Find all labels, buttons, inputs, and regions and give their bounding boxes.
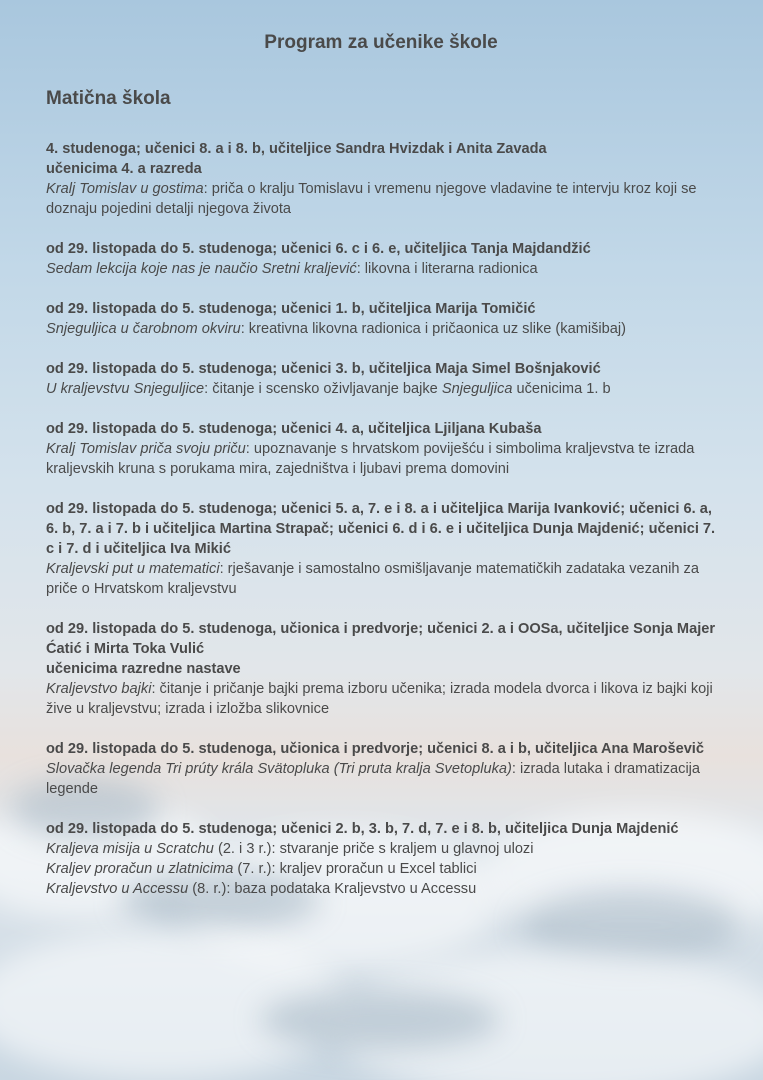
entry-heading: od 29. listopada do 5. studenoga; učenici 2. b, 3. b, 7. d, 7. e i 8. b, učiteljica Dunja Majdenić bbox=[46, 821, 679, 837]
entry-heading: od 29. listopada do 5. studenoga; učenici 4. a, učiteljica Ljiljana Kubaša bbox=[46, 421, 542, 437]
entry-description bbox=[46, 839, 726, 859]
activity-text: : priča o kralju Tomislavu i vremenu njegove vladavine te intervju kroz koji se doznaju pojedini detalji njegova života bbox=[46, 181, 697, 217]
program-entry bbox=[46, 239, 726, 279]
activity-title: U kraljevstvu Snjeguljice bbox=[46, 381, 205, 397]
entry-heading: od 29. listopada do 5. studenoga; učenici 6. c i 6. e, učiteljica Tanja Majdandžić bbox=[46, 241, 591, 257]
entry-description bbox=[46, 439, 726, 479]
activity-text: (2. i 3 r.): stvaranje priče s kraljem u glavnoj ulozi bbox=[213, 841, 534, 857]
activity-title: Slovačka legenda Tri prúty krála Svätopluka (Tri pruta kralja Svetopluka) bbox=[46, 761, 512, 777]
activity-text: : izrada lutaka i dramatizacija legende bbox=[46, 761, 701, 797]
activity-title: Kraljevski put u matematici bbox=[46, 561, 220, 577]
activity-text: učenicima 1. b bbox=[512, 381, 611, 397]
program-list bbox=[46, 139, 726, 919]
program-entry bbox=[46, 739, 726, 799]
entry-heading: od 29. listopada do 5. studenoga; učenici 3. b, učiteljica Maja Simel Bošnjaković bbox=[46, 361, 601, 377]
activity-title: Kraljeva misija u Scratchu bbox=[46, 841, 214, 857]
entry-heading: od 29. listopada do 5. studenoga; učenici 5. a, 7. e i 8. a i učiteljica Marija Ivanković; učenici 6. a, 6. b, 7. a i 7. b i učiteljica Martina Strapač; učenici 6. d i 6. e i učiteljica Dunja Majdenić; učenici 7. c i 7. d i učiteljica Iva Mikić bbox=[46, 501, 716, 557]
entry-description bbox=[46, 259, 726, 279]
program-entry bbox=[46, 819, 726, 899]
activity-title: Kralj Tomislav priča svoju priču bbox=[46, 441, 246, 457]
program-entry bbox=[46, 619, 726, 719]
activity-title: Kraljev proračun u zlatnicima bbox=[46, 861, 234, 877]
program-entry bbox=[46, 419, 726, 479]
activity-title: Snjeguljica bbox=[441, 381, 513, 397]
activity-text: (8. r.): baza podataka Kraljevstvo u Accessu bbox=[188, 881, 477, 897]
entry-description bbox=[46, 679, 726, 719]
activity-text: (7. r.): kraljev proračun u Excel tablici bbox=[233, 861, 477, 877]
entry-heading: od 29. listopada do 5. studenoga, učionica i predvorje; učenici 2. a i OOSa, učiteljice Sonja Majer Ćatić i Mirta Toka Vulić bbox=[46, 621, 716, 657]
program-entry bbox=[46, 499, 726, 599]
activity-title: Kralj Tomislav u gostima bbox=[46, 181, 204, 197]
page-title: Program za učenike škole bbox=[264, 32, 498, 53]
activity-text: : upoznavanje s hrvatskom poviješću i simbolima kraljevstva te izrada kraljevskih kruna s porukama mira, zajedništva i ljubavi prema domovini bbox=[46, 441, 695, 477]
entry-description bbox=[46, 319, 726, 339]
program-entry bbox=[46, 299, 726, 339]
entry-description bbox=[46, 559, 726, 599]
program-entry bbox=[46, 139, 726, 219]
activity-title: Snjeguljica u čarobnom okviru bbox=[46, 321, 241, 337]
activity-title: Kraljevstvo u Accessu bbox=[46, 881, 189, 897]
entry-heading: od 29. listopada do 5. studenoga; učenici 1. b, učiteljica Marija Tomičić bbox=[46, 301, 536, 317]
activity-text: : likovna i literarna radionica bbox=[356, 261, 538, 277]
activity-text: : čitanje i pričanje bajki prema izboru učenika; izrada modela dvorca i likova iz bajki koji žive u kraljevstvu; izrada i izložba slikovnice bbox=[46, 681, 713, 717]
entry-description bbox=[46, 759, 726, 799]
entry-audience: učenicima razredne nastave bbox=[46, 661, 241, 677]
activity-title: Kraljevstvo bajki bbox=[46, 681, 152, 697]
entry-description bbox=[46, 859, 726, 879]
entry-description bbox=[46, 879, 726, 899]
activity-title: Sedam lekcija koje nas je naučio Sretni kraljević bbox=[46, 261, 357, 277]
activity-text: : rješavanje i samostalno osmišljavanje matematičkih zadataka vezanih za priče o Hrvatskom kraljevstvu bbox=[46, 561, 699, 597]
activity-text: : kreativna likovna radionica i pričaonica uz slike (kamišibaj) bbox=[240, 321, 626, 337]
activity-text: : čitanje i scensko oživljavanje bajke bbox=[204, 381, 442, 397]
section-heading: Matična škola bbox=[46, 88, 171, 109]
entry-audience: učenicima 4. a razreda bbox=[46, 161, 202, 177]
program-entry bbox=[46, 359, 726, 399]
entry-heading: 4. studenoga; učenici 8. a i 8. b, učiteljice Sandra Hvizdak i Anita Zavada bbox=[46, 141, 547, 157]
entry-description bbox=[46, 379, 726, 399]
entry-heading: od 29. listopada do 5. studenoga, učionica i predvorje; učenici 8. a i b, učiteljica Ana Maroševič bbox=[46, 741, 704, 757]
entry-description bbox=[46, 179, 726, 219]
